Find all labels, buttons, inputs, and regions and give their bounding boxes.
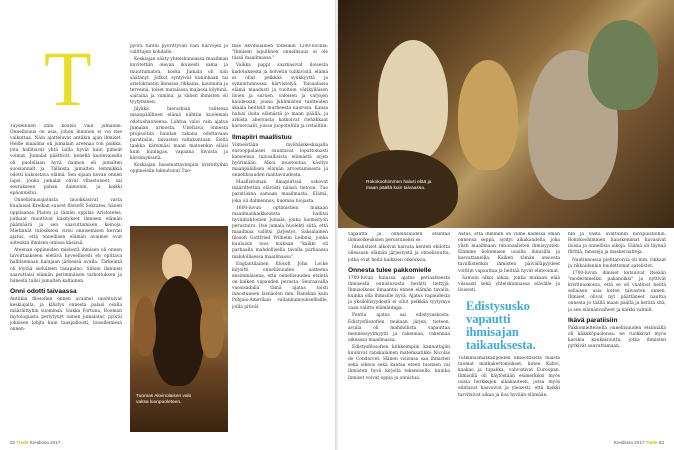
paragraph: Vaikka pappi saarnasivat iloisesta kadotuksesta ja helvetin tulikivistä, elämä ei ollut pelkkää synkkyyttä ja synnintunnossa kärvistelyä. Toisaalassa elämä maadusti ja tuoltoin värikylläisen iloien ja suruen, valoisen ja varjojen kaudessan, joissa juhlimisten tuntteiden skaala heittelit murheesta naurusn. Kansa halusi iloita elämästä jo maan päällä, ja arkista ahersusta katkoivat riehakkaat karnevaalit, joissa juopoteltiin ja irstailtiin. [232, 63, 328, 130]
section-heading: Ilmapiiri maallistuu [232, 133, 292, 141]
right-page-footer [614, 440, 664, 445]
paragraph: Samoin alkoi aikaa, jonka mukaan elää viisaasti sekä yhteiskunnassa elävälle ja iloisesti. [458, 275, 560, 294]
paragraph: pyörä tuntui pyörittyvän vain harvojen ja valittujen kohdalle. [130, 44, 228, 56]
right-page [338, 0, 674, 450]
paragraph: Tutkimusmatkailijoiden ekseottisista maista tuomat matkakertomukset, kuten Kahvi, kaakao ja tupakka, vahvistivat Euroopan. Ihmisillä oli käytöstään esimerkiksi myös uusia herkkujen aikakauteen, jossa myös elintavat kasvoivat ja yleisesti, että kaikki tarvitsivat aikaa ja iloa hyvään elämään. [458, 356, 560, 398]
paragraph: Ateenan oppineiden mielestä ihmisen oli onnen tavoittaakseen eletävä hyveellisesti eli opittava hallitsemaan halujaan järkensä avulla. Tärkeintä oli löytää sielulleen tasapaino. Silloin ihminen saavuttaisi elämän perimmäisen tarkoituksen ja hänestä tulisi jumalten kaltainen. [10, 248, 122, 284]
right-column-1 [348, 232, 450, 434]
left-column-1 [10, 124, 122, 434]
pull-quote: Edistysusko vapautti ihmisajan taikauksesta. [466, 299, 536, 352]
page-number: 53 [658, 440, 664, 445]
paragraph: Idealistiset alkoivat kaivata kenten ehdotta ollessaan elämän järjestystä ja onnelisuutta, jotka ovat heitä kaikkien oikeuksia. [348, 245, 450, 263]
paragraph: Antiikin filosofien onnen avaimet unohtuivat keskiajalla, ja kilistys onnesta palasi osalla määräittyhin suominsa. Vaikka Fortuna, Rooman mytologiasta periytynyt onnen jumalatar, pyöräi jokaisen lohjta kuin taaspalloisti, toisellemiesä onnen- [10, 296, 122, 333]
paragraph: Edistysfilosofien kiihkeimpiin kannattajiin kuuluvat ranskalainen matemaatikko Nicolas de Condorcet. Hänen visionsa saa ihmisten sekä oikeus sekä kantaa eteen tuomien vai ihmisten hyvä kirjolla tekemiselle, kuinka ihmiset voivat oppia ja onnistua. [348, 345, 450, 381]
paragraph: Englantilainen filosofi John Locke kirjoitti onnellisuuden aatteena ensimmäisena, että onnellisuuden etsintä on kaiken vapauden perusta. Seuraavalla vuosisadalla tämä ajatus toisti innostuneen läsnäolon mm. Ranskan kuin Pohjois-Amerikan vallankumouksellisille, joilla pitivät [232, 261, 328, 310]
paragraph: Pakkomielteisellä onnellisuuden etsinnällä oli käänköpuolensa: ne ruokkivat myös karskia kaukaisuutta, jotka ihmisten pyrkivät saavuttamaan. [568, 325, 666, 349]
left-page-footer [10, 440, 60, 445]
left-column-3 [232, 44, 328, 434]
paragraph: 1600-luvun optimistien mukaan maailmankaikkeuteta hallitsi hyväntahtoinen Jumala, jonka luomistyön perustuiru. Itse jumala huolehti siitä, että maailmaa vallitsi järjestys. Saksalainen filosofi Gottfried Wilhelm Leibniz, jonka kuuluisin teos mukaan "kaikki oli parhaalla mahdollisella tavalla parhaassa mahdollisessa maailmassa". [232, 205, 328, 260]
magazine-brand: Tiede [16, 440, 29, 445]
paragraph: Onnellisuusajatusta muokkasivat vasta kuuluisat Kreikan suuret filosofit Sokrates, hänen oppilaansa Platon ja tämän oppilas Aristoteles, joitkaat muuttivat käsitykset ihmisen elämän päämäärä ja sen saavuttamisen keinoja. Mietinnät tulosiksesi virisi onnisemisen kerran ajatus, että onnellisen elämän avaimet ovat siitenkin ihmisen omissa käsissä. [10, 198, 122, 246]
rococo-painting [338, 0, 674, 228]
paragraph: Täydellinen onni koulsu vain jumalille. Onnellisuus on asia, johon ihminen ei voi itse vaikuttaa. Näin ajatteluvat antiikin ajan ihmiset. Heille maailma oli jumalain areenaa ton paikka, jota hallitsivat yhtä laillа hyvät kuin pimeät voimat. Jumalat päättivät, kenellä kuolevaisella oli puolellaan hyvä daimon eli jumalten suosiannalt ja. Tällaista jumalten lemmikkiä odotti kukoistava elämä. Sen sijaan kovan onnen lapsi, jonka jumalat olivat vihastuneet, sai seurakseen pahan daimonin, ja kaikki epäonnistui. [10, 124, 122, 197]
paragraph: hin ja vasta avattuihin huvipuistoihin. Rokokoohimmen hauskemmat kuvasivat iloisia ja onnellisia aikoja. Elämä oli täynnä flirttiä, tansseja ja maskeraatteja. [568, 232, 666, 256]
page-number: 52 [10, 440, 16, 445]
section-heading: Onnesta tulee pakkomielle [348, 266, 432, 274]
paragraph: Keskiajan sääty-yhteiskunnassa maailman kuvitettiin olevan ikuisesti sama ja muuttumaton, koska Jumala oli niin säätänyt. Jotkut syntyivät kuninkaan tai aristokraatin linnassa rikkaina, kaunnina ja terveinä, toiset matalassa majassa köyhinä, sairaina ja ruminа, ja siihen ihmisten oli tyytyminen. [130, 57, 228, 106]
paragraph: 1700-luvun kulussa ajatus periaatteesta ihmisestä onnistuvasta herätti tiettyjä. Ihmisoikeus ilmaantui ennen elämän tavalla, kuinka olla ihmisille hyvä. Ajatus vapaudesta ja yksilöllisyydestä ei ollut pelkkää tyytymys vaan valittu elämäntapa. [348, 275, 450, 312]
paragraph: Nautinnoissa piehtaroivia oli mm. rikkaat ja rikkaidenkin huolettomat aatelistot. [568, 257, 666, 269]
right-column-2 [458, 232, 560, 296]
paragraph: Aatus, että ihminen on viime kädessä oman onnensa seppä, syntyi aikakaudella, joka ylisti maailmaan rationaalisten ihmisyysten. Elämme kokemisen uusilla ihmisillä ja kasvattaneilla. Kaiken tämän ansiosta tavallistenkin ihmisten päivälläpyydeet voittiin vapauttaa ja heittää hyvät elinvoimat. [458, 232, 560, 274]
left-column-2 [130, 44, 228, 224]
painting-caption: Tuomas Akvinolaisen valo vaksa luonpuoleteen. [136, 394, 192, 405]
paragraph: Jäykkä hierarkian valitessa maanpäällinen elämä nähtiin kuoleman odotushuoneena. Lohtua valoi vain ajatus Jumalan armosta. Uneltava onnesta projisoitiin haudan takana odottavaan paratiisiin, taivasten valtakuntaan. Siellä taakka kärsimäsi maan matoenkin eläisi kuin kuningas, vapaana kivusta ja kärsimyksistä. [130, 107, 228, 162]
paragraph: Maallistuman ilmapiirissä uskovat määrittettiin elävästi näissä tietoon. Tuo paratiisina samaan maailmasta. Elämä, joka oli dalmennus, huomaa luojasta. [232, 180, 328, 204]
right-column-2-continued [458, 356, 560, 434]
section-heading: Onni odotti taivaassa [10, 287, 77, 295]
issue-label: Kreidiosa 2017 [29, 440, 61, 445]
paragraph: mas Akvinolainen totesikin 1200-luvulla: "Ihmisen lopullinen onnellisuus ei ole tässä maailmassa." [232, 44, 328, 62]
issue-label: Kreidiosa 2017 [613, 440, 645, 445]
paragraph: 1700-luvun ihmiset kutsuivat itseään "modernmeiksi pakanoiksi" ja nyttivät kristinuskossa, että se oli vaatinut heiltä sellaisen asia kuten taivasten onnen. Ihmiset olivat nyt päättäneet nauttia onnesta jo täällä maan päällä ja kerätä sitä, ja sen elämänvaiheet ja kaikki valmiit. [568, 270, 666, 313]
right-column-3 [568, 232, 666, 434]
left-page [0, 0, 336, 450]
section-heading: Ikävä paratiisiin [568, 316, 618, 324]
painting-caption: Rokokoohimmen halusi elää ja maan päällä kuin taivaassa. [366, 180, 432, 191]
aquinas-painting [130, 226, 228, 432]
magazine-brand: Tiede [645, 440, 658, 445]
drop-cap-letter: T [44, 35, 92, 122]
paragraph: vapautta ja onnellisuuden etsintää ihmisoikeuksien perustuneksi se. [348, 232, 450, 244]
paragraph: Keskiajan haasmattavimpiin kristittyihin oppineisiin lukeutunut Tuo- [130, 163, 228, 175]
paragraph: Viimeistään myöhäiskeskiajalla eurooppalaiset suuntavat loputtomasti katseensa taivaallisista elämästä arjen hyöriniään. Alkoi muotoutua käsitys maanpäällisen elämän arvostamisesta ja onnelllisuuden mahtavuudesta. [232, 142, 328, 178]
paragraph: Pontta ajatus sai edistysuskosta. Edistysfilosofien mukaan järjen, tieteen, avulla oli mahdollista vapauttaa mennessyytmyytti ja rakennaa, rakennaa oikeassa maailmassa. [348, 313, 450, 343]
